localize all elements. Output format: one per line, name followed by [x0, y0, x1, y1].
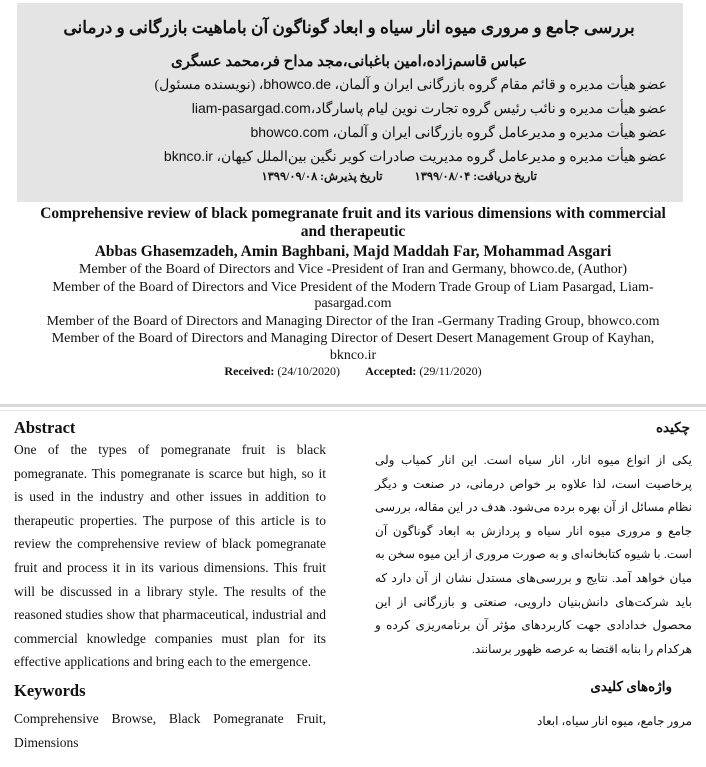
persian-affiliation: [31, 145, 667, 169]
persian-affiliation-text: عضو هیأت مدیره و مدیرعامل گروه بازرگانی ایران و آلمان،: [329, 126, 667, 141]
english-affiliations: [30, 262, 676, 364]
received-value: (24/10/2020): [277, 364, 341, 378]
accepted-value: (29/11/2020): [419, 364, 482, 378]
persian-authors: عباس قاسم‌زاده،امین باغبانی،مجد مداح فر،محمد عسگری: [170, 54, 528, 70]
persian-abstract-column: [375, 419, 692, 730]
english-affiliation: Member of the Board of Directors and Managing Director of the Iran -Germany Trading Group, bhowco.com: [46, 313, 660, 329]
keywords-text: Comprehensive Browse, Black Pomegranate Fruit, Dimensions: [14, 710, 326, 750]
received-label: Received:: [224, 364, 275, 378]
abstract-heading: Abstract: [14, 418, 76, 437]
english-affiliation: Member of the Board of Directors and Vice President of the Modern Trade Group of Liam Pasargad, Liam-pasargad.com: [52, 279, 654, 311]
persian-affiliation-suffix: ، (نویسنده مسئول): [154, 78, 264, 93]
persian-affiliation-text: عضو هیأت مدیره و نائب رئیس گروه تجارت نوین لیام پاسارگاد،: [310, 102, 667, 117]
persian-received-date: تاریخ دریافت: ۱۳۹۹/۰۸/۰۴: [414, 171, 537, 183]
persian-abstract-heading: چکیده: [655, 420, 690, 435]
persian-affiliation: [31, 121, 667, 145]
english-dates: [30, 364, 676, 378]
persian-affiliation-link: bknco.ir: [163, 148, 213, 164]
english-title: Comprehensive review of black pomegranate fruit and its various dimensions with commercial and therapeutic: [40, 205, 666, 240]
english-header: [30, 205, 676, 378]
persian-affiliation: [31, 97, 667, 121]
persian-header: [17, 3, 683, 202]
english-abstract-column: [14, 418, 326, 754]
section-divider: [0, 404, 706, 407]
persian-affiliation-text: عضو هیأت مدیره و قائم مقام گروه بازرگانی ایران و آلمان،: [331, 78, 667, 93]
accepted-label: Accepted:: [365, 364, 417, 378]
keywords-heading: Keywords: [14, 680, 86, 700]
english-authors: Abbas Ghasemzadeh, Amin Baghbani, Majd Maddah Far, Mohammad Asgari: [94, 243, 612, 260]
persian-affiliation: [31, 73, 667, 97]
abstract-body: One of the types of pomegranate fruit is black pomegranate. This pomegranate is scarce but high, so it is used in the industry and other issues in addition to therapeutic properties. The purpose of this article is to review the comprehensive review of black pomegranate fruit and process it in its various dimensions. This fruit will be discussed in a library style. The results of the reasoned studies show that pharmaceutical, industrial and commercial knowledge companies must plan for its effective applications and bring each to the emergence.: [14, 442, 326, 670]
english-affiliation: Member of the Board of Directors and Managing Director of Desert Desert Management Group of Kayhan, bknco.ir: [51, 331, 655, 363]
persian-accepted-date: تاریخ پذیرش: ۱۳۹۹/۰۹/۰۸: [261, 171, 383, 183]
persian-keywords-text: مرور جامع، میوه انار سیاه، ابعاد: [536, 714, 692, 729]
persian-affiliation-link: bhowco.com: [250, 124, 330, 140]
section-divider-line: [0, 410, 706, 411]
persian-abstract-body: یکی از انواع میوه انار، انار سیاه است. این انار کمیاب ولی پرخاصیت است، لذا علاوه بر خواص درمانی، در صنعت و دیگر نظام مسائل از آن بهره برده می‌شود. هدف در این مقاله، بررسی جامع و مروری میوه انار سیاه و پردازش به ابعاد گوناگون آن است. با شیوه کتابخانه‌ای و به صورت مروری از این میوه سخن به میان خواهد آمد. نتایج و بررسی‌های مستدل نشان از آن دارد که باید شرکت‌های دانش‌بنیان دارویی، صنعتی و بازرگانی از این محصول خدادادی جهت کاربردهای مؤثر آن برنامه‌ریزی کرده و هرکدام را بنابه اقتضا به عرصه ظهور برسانند.: [375, 453, 692, 656]
english-affiliation: Member of the Board of Directors and Vice -President of Iran and Germany, bhowco.de, (Author): [78, 262, 628, 277]
persian-keywords-heading: واژه‌های کلیدی: [590, 679, 672, 695]
persian-title: بررسی جامع و مروری میوه انار سیاه و ابعاد گوناگون آن باماهیت بازرگانی و درمانی: [63, 18, 635, 37]
persian-affiliation-text: عضو هیأت مدیره و مدیرعامل گروه مدیریت صادرات کویر نگین بین‌الملل کیهان،: [212, 150, 667, 165]
persian-dates: [31, 169, 667, 185]
persian-affiliation-link: bhowco.de: [263, 76, 332, 92]
persian-affiliation-link: liam-pasargad.com: [191, 100, 311, 116]
